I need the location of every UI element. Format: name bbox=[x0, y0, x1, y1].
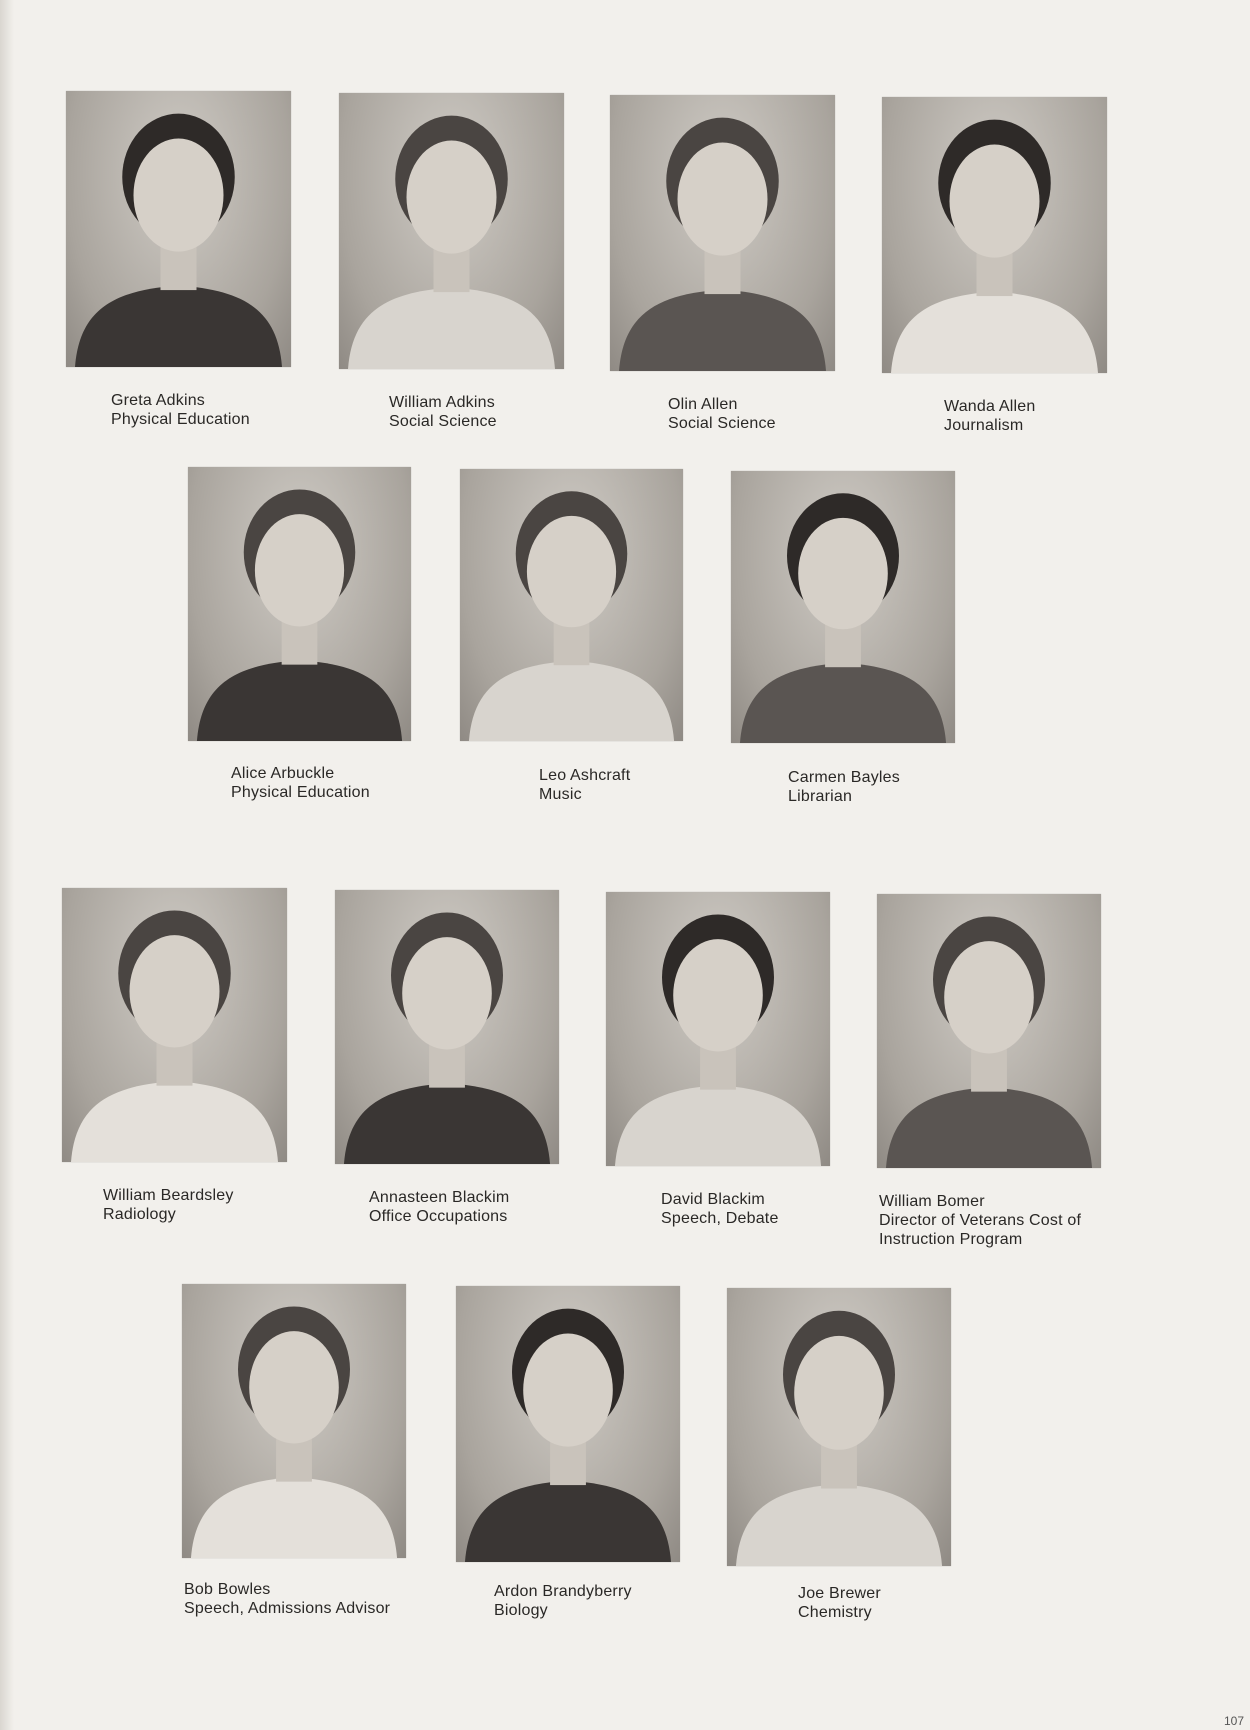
portrait-ardon-brandyberry bbox=[456, 1286, 680, 1562]
portrait-silhouette bbox=[456, 1286, 680, 1562]
caption-olin-allen bbox=[668, 395, 776, 433]
face-shape bbox=[407, 141, 497, 254]
portrait-silhouette bbox=[339, 93, 564, 369]
face-shape bbox=[794, 1336, 884, 1450]
shoulders-shape bbox=[75, 286, 282, 367]
caption-david-blackim bbox=[661, 1190, 779, 1228]
face-shape bbox=[678, 143, 768, 256]
faculty-name: David Blackim bbox=[661, 1191, 765, 1208]
portrait-silhouette bbox=[182, 1284, 406, 1558]
faculty-name: Joe Brewer bbox=[798, 1585, 881, 1602]
portrait-silhouette bbox=[731, 471, 955, 743]
portrait-greta-adkins bbox=[66, 91, 291, 367]
portrait-carmen-bayles bbox=[731, 471, 955, 743]
shoulders-shape bbox=[71, 1081, 278, 1162]
faculty-name: Wanda Allen bbox=[944, 398, 1036, 415]
portrait-silhouette bbox=[606, 892, 830, 1166]
face-shape bbox=[402, 937, 492, 1049]
faculty-subject: Librarian bbox=[788, 788, 853, 805]
portrait-silhouette bbox=[460, 469, 683, 741]
shoulders-shape bbox=[740, 663, 946, 743]
face-shape bbox=[134, 139, 224, 252]
faculty-name: Leo Ashcraft bbox=[539, 767, 631, 784]
portrait-william-beardsley bbox=[62, 888, 287, 1162]
face-shape bbox=[255, 514, 344, 626]
shoulders-shape bbox=[615, 1085, 821, 1166]
faculty-subject: Speech, Admissions Advisor bbox=[184, 1600, 391, 1617]
caption-bob-bowles bbox=[184, 1580, 390, 1618]
portrait-david-blackim bbox=[606, 892, 830, 1166]
shoulders-shape bbox=[348, 288, 555, 369]
shoulders-shape bbox=[197, 660, 402, 741]
portrait-silhouette bbox=[727, 1288, 951, 1566]
page-number: 107 bbox=[1223, 1714, 1244, 1728]
shoulders-shape bbox=[344, 1083, 550, 1164]
caption-annasteen-blackim bbox=[369, 1188, 509, 1226]
faculty-name: Alice Arbuckle bbox=[231, 765, 335, 782]
faculty-subject: Office Occupations bbox=[369, 1208, 508, 1225]
faculty-subject: Radiology bbox=[103, 1206, 176, 1223]
caption-carmen-bayles bbox=[788, 768, 900, 806]
portrait-annasteen-blackim bbox=[335, 890, 559, 1164]
face-shape bbox=[523, 1334, 613, 1447]
page-binding-edge bbox=[0, 0, 14, 1730]
shoulders-shape bbox=[469, 661, 674, 741]
caption-william-bomer bbox=[879, 1192, 1081, 1249]
portrait-silhouette bbox=[877, 894, 1101, 1168]
face-shape bbox=[527, 516, 616, 627]
faculty-name: Ardon Brandyberry bbox=[494, 1583, 632, 1600]
caption-wanda-allen bbox=[944, 397, 1035, 435]
face-shape bbox=[673, 939, 763, 1051]
portrait-leo-ashcraft bbox=[460, 469, 683, 741]
face-shape bbox=[798, 518, 888, 629]
faculty-subject: Physical Education bbox=[231, 784, 370, 801]
faculty-name: Carmen Bayles bbox=[788, 769, 900, 786]
shoulders-shape bbox=[736, 1484, 942, 1566]
portrait-silhouette bbox=[62, 888, 287, 1162]
shoulders-shape bbox=[191, 1477, 397, 1558]
faculty-subject: Director of Veterans Cost of bbox=[879, 1212, 1082, 1229]
caption-william-beardsley bbox=[103, 1186, 234, 1224]
portrait-william-adkins bbox=[339, 93, 564, 369]
caption-joe-brewer bbox=[798, 1584, 881, 1622]
faculty-subject: Social Science bbox=[389, 413, 497, 430]
portrait-wanda-allen bbox=[882, 97, 1107, 373]
caption-ardon-brandyberry bbox=[494, 1582, 632, 1620]
faculty-name: Bob Bowles bbox=[184, 1581, 271, 1598]
faculty-name: William Beardsley bbox=[103, 1187, 234, 1204]
face-shape bbox=[249, 1331, 339, 1443]
portrait-bob-bowles bbox=[182, 1284, 406, 1558]
portrait-silhouette bbox=[610, 95, 835, 371]
shoulders-shape bbox=[465, 1481, 671, 1562]
portrait-silhouette bbox=[335, 890, 559, 1164]
portrait-silhouette bbox=[66, 91, 291, 367]
faculty-subject: Social Science bbox=[668, 415, 776, 432]
caption-greta-adkins bbox=[111, 391, 250, 429]
caption-william-adkins bbox=[389, 393, 497, 431]
portrait-william-bomer bbox=[877, 894, 1101, 1168]
portrait-olin-allen bbox=[610, 95, 835, 371]
shoulders-shape bbox=[619, 290, 826, 371]
portrait-alice-arbuckle bbox=[188, 467, 411, 741]
faculty-name: William Adkins bbox=[389, 394, 495, 411]
faculty-name: William Bomer bbox=[879, 1193, 985, 1210]
faculty-name: Olin Allen bbox=[668, 396, 738, 413]
portrait-joe-brewer bbox=[727, 1288, 951, 1566]
faculty-subject: Speech, Debate bbox=[661, 1210, 779, 1227]
faculty-name: Greta Adkins bbox=[111, 392, 206, 409]
face-shape bbox=[130, 935, 220, 1047]
faculty-subject: Journalism bbox=[944, 417, 1024, 434]
portrait-silhouette bbox=[188, 467, 411, 741]
shoulders-shape bbox=[886, 1087, 1092, 1168]
faculty-subject: Chemistry bbox=[798, 1604, 872, 1621]
faculty-subject: Biology bbox=[494, 1602, 548, 1619]
faculty-subject: Physical Education bbox=[111, 411, 250, 428]
shoulders-shape bbox=[891, 292, 1098, 373]
face-shape bbox=[944, 941, 1034, 1053]
portrait-silhouette bbox=[882, 97, 1107, 373]
faculty-name: Annasteen Blackim bbox=[369, 1189, 510, 1206]
caption-alice-arbuckle bbox=[231, 764, 370, 802]
faculty-subject: Music bbox=[539, 786, 582, 803]
face-shape bbox=[950, 145, 1040, 258]
caption-leo-ashcraft bbox=[539, 766, 630, 804]
faculty-subject-line2: Instruction Program bbox=[879, 1231, 1023, 1248]
